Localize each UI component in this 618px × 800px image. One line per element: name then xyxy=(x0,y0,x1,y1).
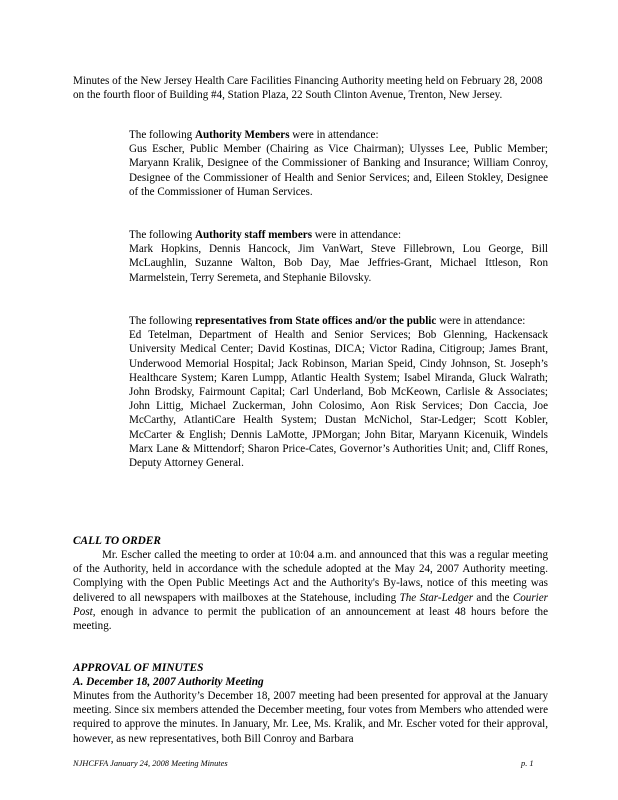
members-lead: The following xyxy=(129,129,195,141)
public-bold-label: representatives from State offices and/or the public xyxy=(194,315,437,327)
call-to-order-paragraph xyxy=(73,548,548,633)
footer-document-title: NJHCFFA January 24, 2008 Meeting Minutes xyxy=(73,759,228,768)
members-bold-label: Authority Members xyxy=(194,129,290,141)
members-lead-line xyxy=(129,128,548,142)
approval-subheading: A. December 18, 2007 Authority Meeting xyxy=(73,676,264,688)
call-to-order-text-1: Mr. Escher called the meeting to order at 10:04 a.m. and announced that this was a regular meeting of the Authority, held in accordance with the schedule adopted at the May 24, 2007 Authority meeting. Complying with the Open Public Meetings Act and the Authority's By-laws, notice of this meeting was delivered to all newspapers with mailboxes at the Statehouse, including xyxy=(73,549,548,604)
staff-lead-line xyxy=(129,228,548,242)
newspaper-star-ledger: The Star-Ledger xyxy=(399,591,474,604)
staff-attendance-block xyxy=(129,228,548,285)
footer-page-number: p. 1 xyxy=(521,759,534,768)
members-tail: were in attendance: xyxy=(289,129,379,141)
call-to-order-conjunction: and the xyxy=(473,591,513,604)
public-list: Ed Tetelman, Department of Health and Senior Services; Bob Glenning, Hackensack University Medical Center; David Kostinas, DICA; Victor Radina, Citigroup; James Brant, Underwood Memorial Hospital; Jack Robinson, Marian Speid, Cindy Johnson, St. Joseph’s Healthcare System; Karen Lumpp, Atlantic Health System; Isabel Miranda, Gluck Walrath; John Brodsky, Fairmount Capital; Carl Underland, Bob McKeown, Carlisle & Associates; John Littig, Michael Zuckerman, John Colosimo, Aon Risk Services; Don Caccia, Joe McCarthy, AtlantiCare Health System; Dustan McNichol, Star-Ledger; Scott Kobler, McCarter & English; Dennis LaMotte, JPMorgan; John Bitar, Maryann Kicenuik, Windels Marx Lane & Mittendorf; Sharon Price-Cates, Governor’s Authorities Unit; and, Cliff Rones, Deputy Attorney General. xyxy=(129,329,548,470)
approval-paragraph: Minutes from the Authority’s December 18, 2007 meeting had been presented for approval at the January meeting. Since six members attended the December meeting, four votes from Members who attended were required to approve the minutes. In January, Mr. Lee, Ms. Kralik, and Mr. Escher voted for their approval, however, as new representatives, both Bill Conroy and Barbara xyxy=(73,690,548,745)
public-tail: were in attendance: xyxy=(436,315,526,327)
staff-lead: The following xyxy=(129,229,195,241)
staff-tail: were in attendance: xyxy=(312,229,402,241)
newspaper-courier-post: Courier Post, xyxy=(73,591,548,618)
public-attendance-block xyxy=(129,314,548,470)
approval-of-minutes-heading: APPROVAL OF MINUTES xyxy=(73,662,204,674)
staff-list: Mark Hopkins, Dennis Hancock, Jim VanWart, Steve Fillebrown, Lou George, Bill McLaughlin, Suzanne Walton, Bob Day, Mae Jeffries-Grant, Michael Ittleson, Ron Marmelstein, Terry Seremeta, and Stephanie Bilovsky. xyxy=(129,243,548,284)
call-to-order-heading: CALL TO ORDER xyxy=(73,535,161,547)
public-lead: The following xyxy=(129,315,195,327)
call-to-order-text-2: enough in advance to permit the publication of an announcement at least 48 hours before the meeting. xyxy=(73,605,548,633)
public-lead-line xyxy=(129,314,548,328)
staff-bold-label: Authority staff members xyxy=(194,229,313,241)
members-list: Gus Escher, Public Member (Chairing as Vice Chairman); Ulysses Lee, Public Member; Maryann Kralik, Designee of the Commissioner of Banking and Insurance; William Conroy, Designee of the Commissioner of Health and Senior Services; and, Eileen Stokley, Designee of the Commissioner of Human Services. xyxy=(129,143,548,198)
intro-paragraph: Minutes of the New Jersey Health Care Facilities Financing Authority meeting held on February 28, 2008 on the fourth floor of Building #4, Station Plaza, 22 South Clinton Avenue, Trenton, New Jersey. xyxy=(73,75,543,102)
members-attendance-block xyxy=(129,128,548,199)
